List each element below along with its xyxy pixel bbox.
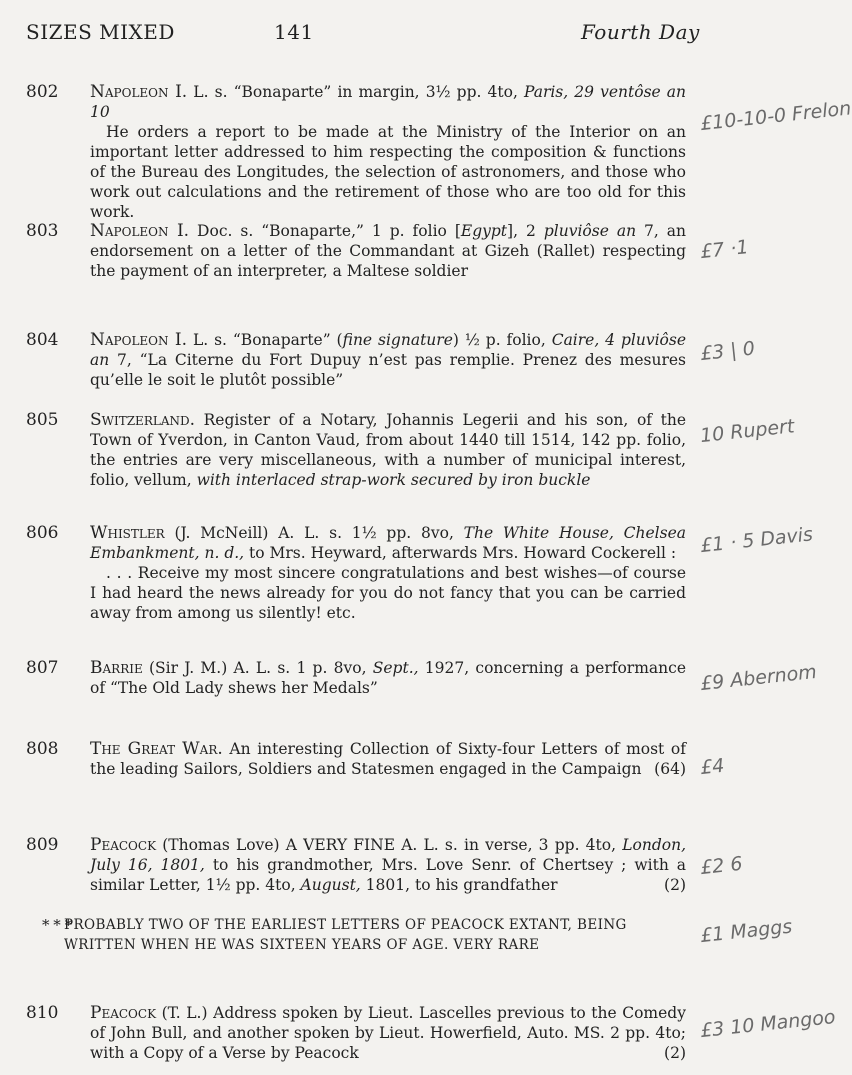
pencil-annotation: £1 · 5 Davis xyxy=(699,523,814,558)
pencil-annotation: £4 xyxy=(699,754,726,780)
lot-name: Whistler xyxy=(90,523,165,543)
lot-809-note xyxy=(42,915,664,955)
lot-name: Peacock xyxy=(90,1003,157,1023)
lot-name: Napoleon I. xyxy=(90,221,190,241)
lot-title: Peacock (T. L.) Address spoken by Lieut. Lascelles previous to the Comedy of John Bull, and another spoken by Lieut. Howerfield, Auto. MS. 2 pp. 4to; with a Copy of a Verse by Peacock (2) xyxy=(90,1003,686,1062)
lot-806 xyxy=(26,523,686,623)
lot-description: . . . Receive my most sincere congratulations and best wishes—of course I had heard the news already for you do not fancy that you can be carried away from among us silently! etc. xyxy=(90,564,686,622)
lot-title: Barrie (Sir J. M.) A. L. s. 1 p. 8vo, Sept., 1927, concerning a performance of “The Old Lady shews her Medals” xyxy=(90,658,686,697)
lot-810 xyxy=(26,1003,686,1063)
lot-title: The Great War. An interesting Collection of Sixty-four Letters of most of the leading Sailors, Soldiers and Statesmen engaged in the Campaign (64) xyxy=(90,739,686,778)
lot-quantity: (2) xyxy=(664,1044,686,1062)
lot-name: Switzerland. xyxy=(90,410,196,430)
lot-title: Napoleon I. L. s. “Bonaparte” (fine signature) ½ p. folio, Caire, 4 pluviôse an 7, “La Citerne du Fort Dupuy n’est pas remplie. Prenez des mesures qu’elle le soit le plutôt possible” xyxy=(90,330,686,389)
pencil-annotation: 10 Rupert xyxy=(699,415,796,448)
lot-number: 802 xyxy=(26,82,59,102)
lot-name: Napoleon I. xyxy=(90,330,188,350)
lot-title: Napoleon I. L. s. “Bonaparte” in margin, 3½ pp. 4to, Paris, 29 ventôse an 10 xyxy=(90,82,687,121)
note-text: PROBABLY TWO OF THE EARLIEST LETTERS OF PEACOCK EXTANT, BEING WRITTEN WHEN HE WAS SIXTEEN YEARS OF AGE. VERY RARE xyxy=(64,917,627,953)
lot-803 xyxy=(26,221,686,281)
lot-name: Peacock xyxy=(90,835,157,855)
lot-805 xyxy=(26,410,686,490)
lot-quantity: (2) xyxy=(664,876,686,894)
lot-description: He orders a report to be made at the Ministry of the Interior on an important letter addressed to him respecting the composition & functions of the Bureau des Longitudes, the selection of astronomers, and those who work out calculations and the retirement of those who are too old for this work. xyxy=(90,123,686,221)
pencil-annotation: £9 Abernom xyxy=(699,660,818,696)
lot-name: Napoleon I. xyxy=(90,82,188,102)
pencil-annotation: £2 6 xyxy=(699,852,744,880)
lot-number: 803 xyxy=(26,221,59,241)
sale-day: Fourth Day xyxy=(581,20,700,44)
lot-807 xyxy=(26,658,686,698)
pencil-annotation: £7 ·1 xyxy=(699,236,750,264)
page-header xyxy=(26,20,770,46)
lot-number: 808 xyxy=(26,739,59,759)
header-section: SIZES MIXED xyxy=(26,20,175,44)
lot-808 xyxy=(26,739,686,779)
pencil-annotation: £10-10-0 Frelon xyxy=(699,97,852,136)
lot-title: Switzerland. Register of a Notary, Johannis Legerii and his son, of the Town of Yverdon, in Canton Vaud, from about 1440 till 1514, 142 pp. folio, the entries are very miscellaneous, with a number of municipal interest, folio, vellum, with interlaced strap-work secured by iron buckle xyxy=(90,410,686,489)
lot-name: Barrie xyxy=(90,658,143,678)
lot-number: 805 xyxy=(26,410,59,430)
lot-809 xyxy=(26,835,686,895)
pencil-annotation: £1 Maggs xyxy=(699,915,794,948)
lot-number: 810 xyxy=(26,1003,59,1023)
lot-number: 806 xyxy=(26,523,59,543)
lot-name: The Great War. xyxy=(90,739,223,759)
lot-number: 809 xyxy=(26,835,59,855)
lot-title: Napoleon I. Doc. s. “Bonaparte,” 1 p. folio [Egypt], 2 pluviôse an 7, an endorsement on a letter of the Commandant at Gizeh (Rallet) respecting the payment of an interpreter, a Maltese soldier xyxy=(90,221,687,280)
lot-number: 807 xyxy=(26,658,59,678)
lot-number: 804 xyxy=(26,330,59,350)
lot-802 xyxy=(26,82,686,222)
lot-title: Peacock (Thomas Love) A VERY FINE A. L. s. in verse, 3 pp. 4to, London, July 16, 1801, to his grandmother, Mrs. Love Senr. of Chertsey ; with a similar Letter, 1½ pp. 4to, August, 1801, to his grandfather (2) xyxy=(90,835,686,894)
lot-title: Whistler (J. McNeill) A. L. s. 1½ pp. 8vo, The White House, Chelsea Embankment, n. d., to Mrs. Heyward, afterwards Mrs. Howard Cockerell : xyxy=(90,523,686,562)
lot-804 xyxy=(26,330,686,390)
pencil-annotation: £3 10 Mangoo xyxy=(699,1005,837,1043)
page-number: 141 xyxy=(274,20,314,44)
asterism: * * * xyxy=(42,916,73,934)
pencil-annotation: £3 | 0 xyxy=(699,337,756,366)
lot-quantity: (64) xyxy=(654,760,686,778)
